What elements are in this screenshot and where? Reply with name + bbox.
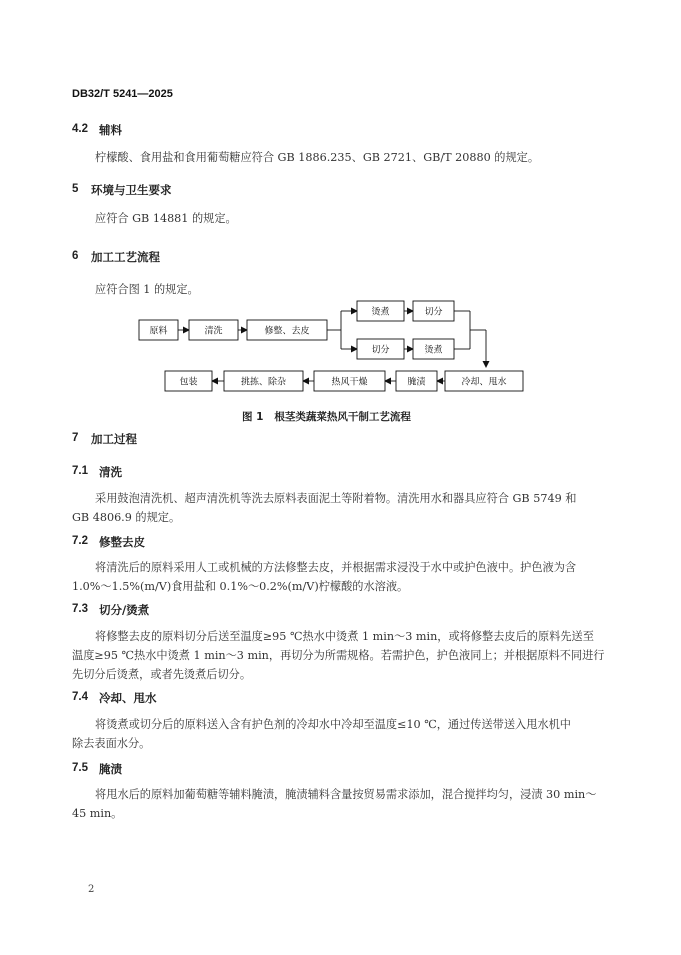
figure-caption: 图 1 根茎类蔬菜热风干制工艺流程 bbox=[242, 411, 411, 423]
section-7-1-para-line-1: 采用鼓泡清洗机、超声清洗机等洗去原料表面泥土等附着物。清洗用水和器具应符合 GB 5749 和 bbox=[95, 492, 577, 505]
section-4-2-number: 4.2 bbox=[72, 123, 88, 135]
section-7-5-para-line-1: 将甩水后的原料加葡萄糖等辅料腌渍，腌渍辅料含量按贸易需求添加，混合搅拌均匀，浸渍 30 min～ bbox=[95, 788, 597, 801]
section-7-4-number: 7.4 bbox=[72, 691, 88, 703]
section-4-2-para: 柠檬酸、食用盐和食用葡萄糖应符合 GB 1886.235、GB 2721、GB/T 20880 的规定。 bbox=[95, 151, 540, 164]
section-4-2-title: 辅料 bbox=[99, 123, 122, 137]
section-7-2-para-line-1: 将清洗后的原料采用人工或机械的方法修整去皮，并根据需求浸没于水中或护色液中。护色液为含 bbox=[95, 561, 577, 574]
section-7-3-para-line-3: 先切分后烫煮，或者先烫煮后切分。 bbox=[72, 668, 252, 681]
section-6-title: 加工工艺流程 bbox=[91, 250, 160, 264]
page-number: 2 bbox=[88, 884, 95, 895]
section-7-5-para-line-2: 45 min。 bbox=[72, 807, 123, 820]
section-7-1-title: 清洗 bbox=[99, 465, 122, 479]
section-7-5-title: 腌渍 bbox=[99, 762, 122, 776]
step-cut-2: 切分 bbox=[371, 345, 390, 356]
section-6-para: 应符合图 1 的规定。 bbox=[95, 283, 199, 296]
section-7-1-number: 7.1 bbox=[72, 465, 88, 477]
section-7-3-para-line-2: 温度≥95 ℃热水中烫煮 1 min～3 min，再切分为所需规格。若需护色，护色液同上；并根据原料不同进行 bbox=[72, 649, 605, 662]
step-trim-peel: 修整、去皮 bbox=[264, 326, 310, 337]
section-6-number: 6 bbox=[72, 250, 79, 262]
step-blanch-1: 烫煮 bbox=[371, 307, 390, 318]
section-7-3-title: 切分/烫煮 bbox=[99, 603, 150, 617]
section-7-4-para-line-2: 除去表面水分。 bbox=[72, 737, 151, 750]
step-blanch-2: 烫煮 bbox=[424, 345, 443, 356]
section-7-5-number: 7.5 bbox=[72, 762, 88, 774]
section-5-number: 5 bbox=[72, 183, 79, 195]
step-cut-1: 切分 bbox=[424, 307, 443, 318]
step-package: 包装 bbox=[179, 377, 198, 388]
section-7-2-title: 修整去皮 bbox=[99, 535, 145, 549]
step-marinate: 腌渍 bbox=[407, 377, 426, 388]
document-code: DB32/T 5241—2025 bbox=[72, 88, 173, 100]
section-5-para: 应符合 GB 14881 的规定。 bbox=[95, 212, 237, 225]
step-cool-dewater: 冷却、甩水 bbox=[461, 377, 507, 388]
section-7-4-title: 冷却、甩水 bbox=[99, 691, 157, 705]
section-7-3-para-line-1: 将修整去皮的原料切分后送至温度≥95 ℃热水中烫煮 1 min～3 min，或将修整去皮后的原料先送至 bbox=[95, 630, 594, 643]
step-hot-air-dry: 热风干燥 bbox=[331, 377, 368, 388]
section-7-1-para-line-2: GB 4806.9 的规定。 bbox=[72, 511, 181, 524]
section-7-3-number: 7.3 bbox=[72, 603, 88, 615]
section-7-4-para-line-1: 将烫煮或切分后的原料送入含有护色剂的冷却水中冷却至温度≤10 ℃，通过传送带送入甩水机中 bbox=[95, 718, 571, 731]
section-5-title: 环境与卫生要求 bbox=[91, 183, 172, 197]
step-raw-material: 原料 bbox=[149, 326, 168, 337]
step-sort: 挑拣、除杂 bbox=[240, 377, 287, 388]
section-7-2-number: 7.2 bbox=[72, 535, 88, 547]
section-7-2-para-line-2: 1.0%～1.5%(m/V)食用盐和 0.1%～0.2%(m/V)柠檬酸的水溶液。 bbox=[72, 580, 409, 593]
step-wash: 清洗 bbox=[204, 326, 223, 337]
section-7-number: 7 bbox=[72, 432, 79, 444]
section-7-title: 加工过程 bbox=[91, 432, 137, 446]
